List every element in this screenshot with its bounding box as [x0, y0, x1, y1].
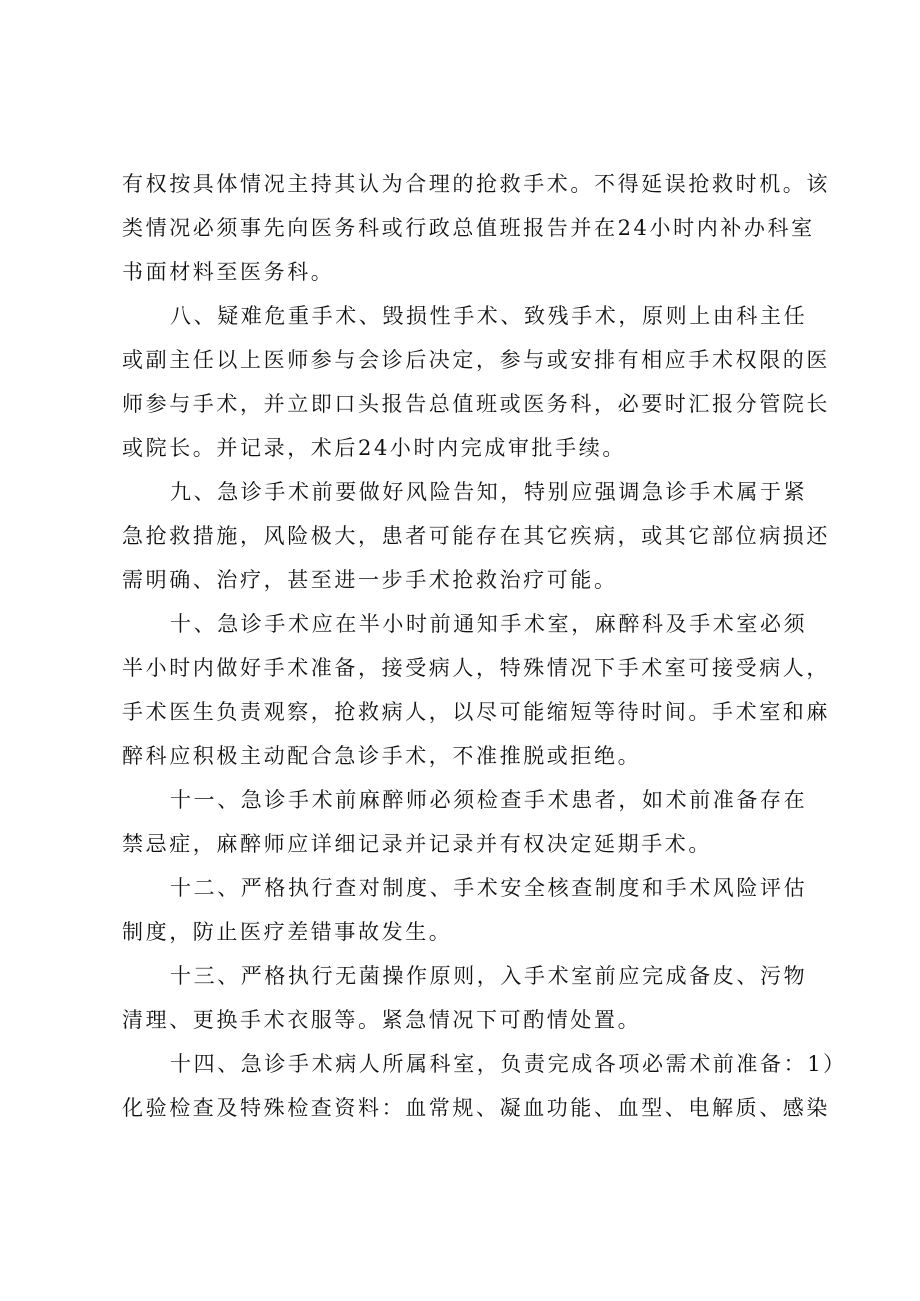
- paragraph-13-line-2: 清理、更换手术衣服等。紧急情况下可酌情处置。: [122, 1008, 642, 1032]
- paragraph-9-line-2: 急抢救措施，风险极大，患者可能存在其它疾病，或其它部位病损还: [122, 524, 830, 548]
- paragraph-11-line-1: 十一、急诊手术前麻醉师必须检查手术患者，如术前准备存在: [170, 788, 808, 812]
- paragraph-10-line-3: 手术医生负责观察，抢救病人，以尽可能缩短等待时间。手术室和麻: [122, 700, 830, 724]
- paragraph-continuation-line-3: 书面材料至医务科。: [122, 260, 335, 284]
- paragraph-12-line-1: 十二、严格执行查对制度、手术安全核查制度和手术风险评估: [170, 876, 808, 900]
- paragraph-13-line-1: 十三、严格执行无菌操作原则，入手术室前应完成备皮、污物: [170, 964, 808, 988]
- paragraph-9-line-1: 九、急诊手术前要做好风险告知，特别应强调急诊手术属于紧: [170, 480, 808, 504]
- paragraph-14-line-1: 十四、急诊手术病人所属科室，负责完成各项必需术前准备：1）: [170, 1052, 847, 1076]
- paragraph-8-line-4: 或院长。并记录，术后24小时内完成审批手续。: [122, 436, 626, 460]
- paragraph-continuation-line-1: 有权按具体情况主持其认为合理的抢救手术。不得延误抢救时机。该: [122, 172, 830, 196]
- paragraph-10-line-2: 半小时内做好手术准备，接受病人，特殊情况下手术室可接受病人，: [122, 656, 830, 680]
- paragraph-11-line-2: 禁忌症，麻醉师应详细记录并记录并有权决定延期手术。: [122, 832, 712, 856]
- paragraph-8-line-1: 八、疑难危重手术、毁损性手术、致残手术，原则上由科主任: [170, 304, 808, 328]
- paragraph-9-line-3: 需明确、治疗，甚至进一步手术抢救治疗可能。: [122, 568, 618, 592]
- paragraph-10-line-1: 十、急诊手术应在半小时前通知手术室，麻醉科及手术室必须: [170, 612, 808, 636]
- paragraph-continuation-line-2: 类情况必须事先向医务科或行政总值班报告并在24小时内补办科室: [122, 216, 815, 240]
- paragraph-8-line-2: 或副主任以上医师参与会诊后决定，参与或安排有相应手术权限的医: [122, 348, 830, 372]
- paragraph-8-line-3: 师参与手术，并立即口头报告总值班或医务科，必要时汇报分管院长: [122, 392, 830, 416]
- paragraph-10-line-4: 醉科应积极主动配合急诊手术，不准推脱或拒绝。: [122, 744, 642, 768]
- paragraph-14-line-2: 化验检查及特殊检查资料：血常规、凝血功能、血型、电解质、感染: [122, 1096, 830, 1120]
- paragraph-12-line-2: 制度，防止医疗差错事故发生。: [122, 920, 453, 944]
